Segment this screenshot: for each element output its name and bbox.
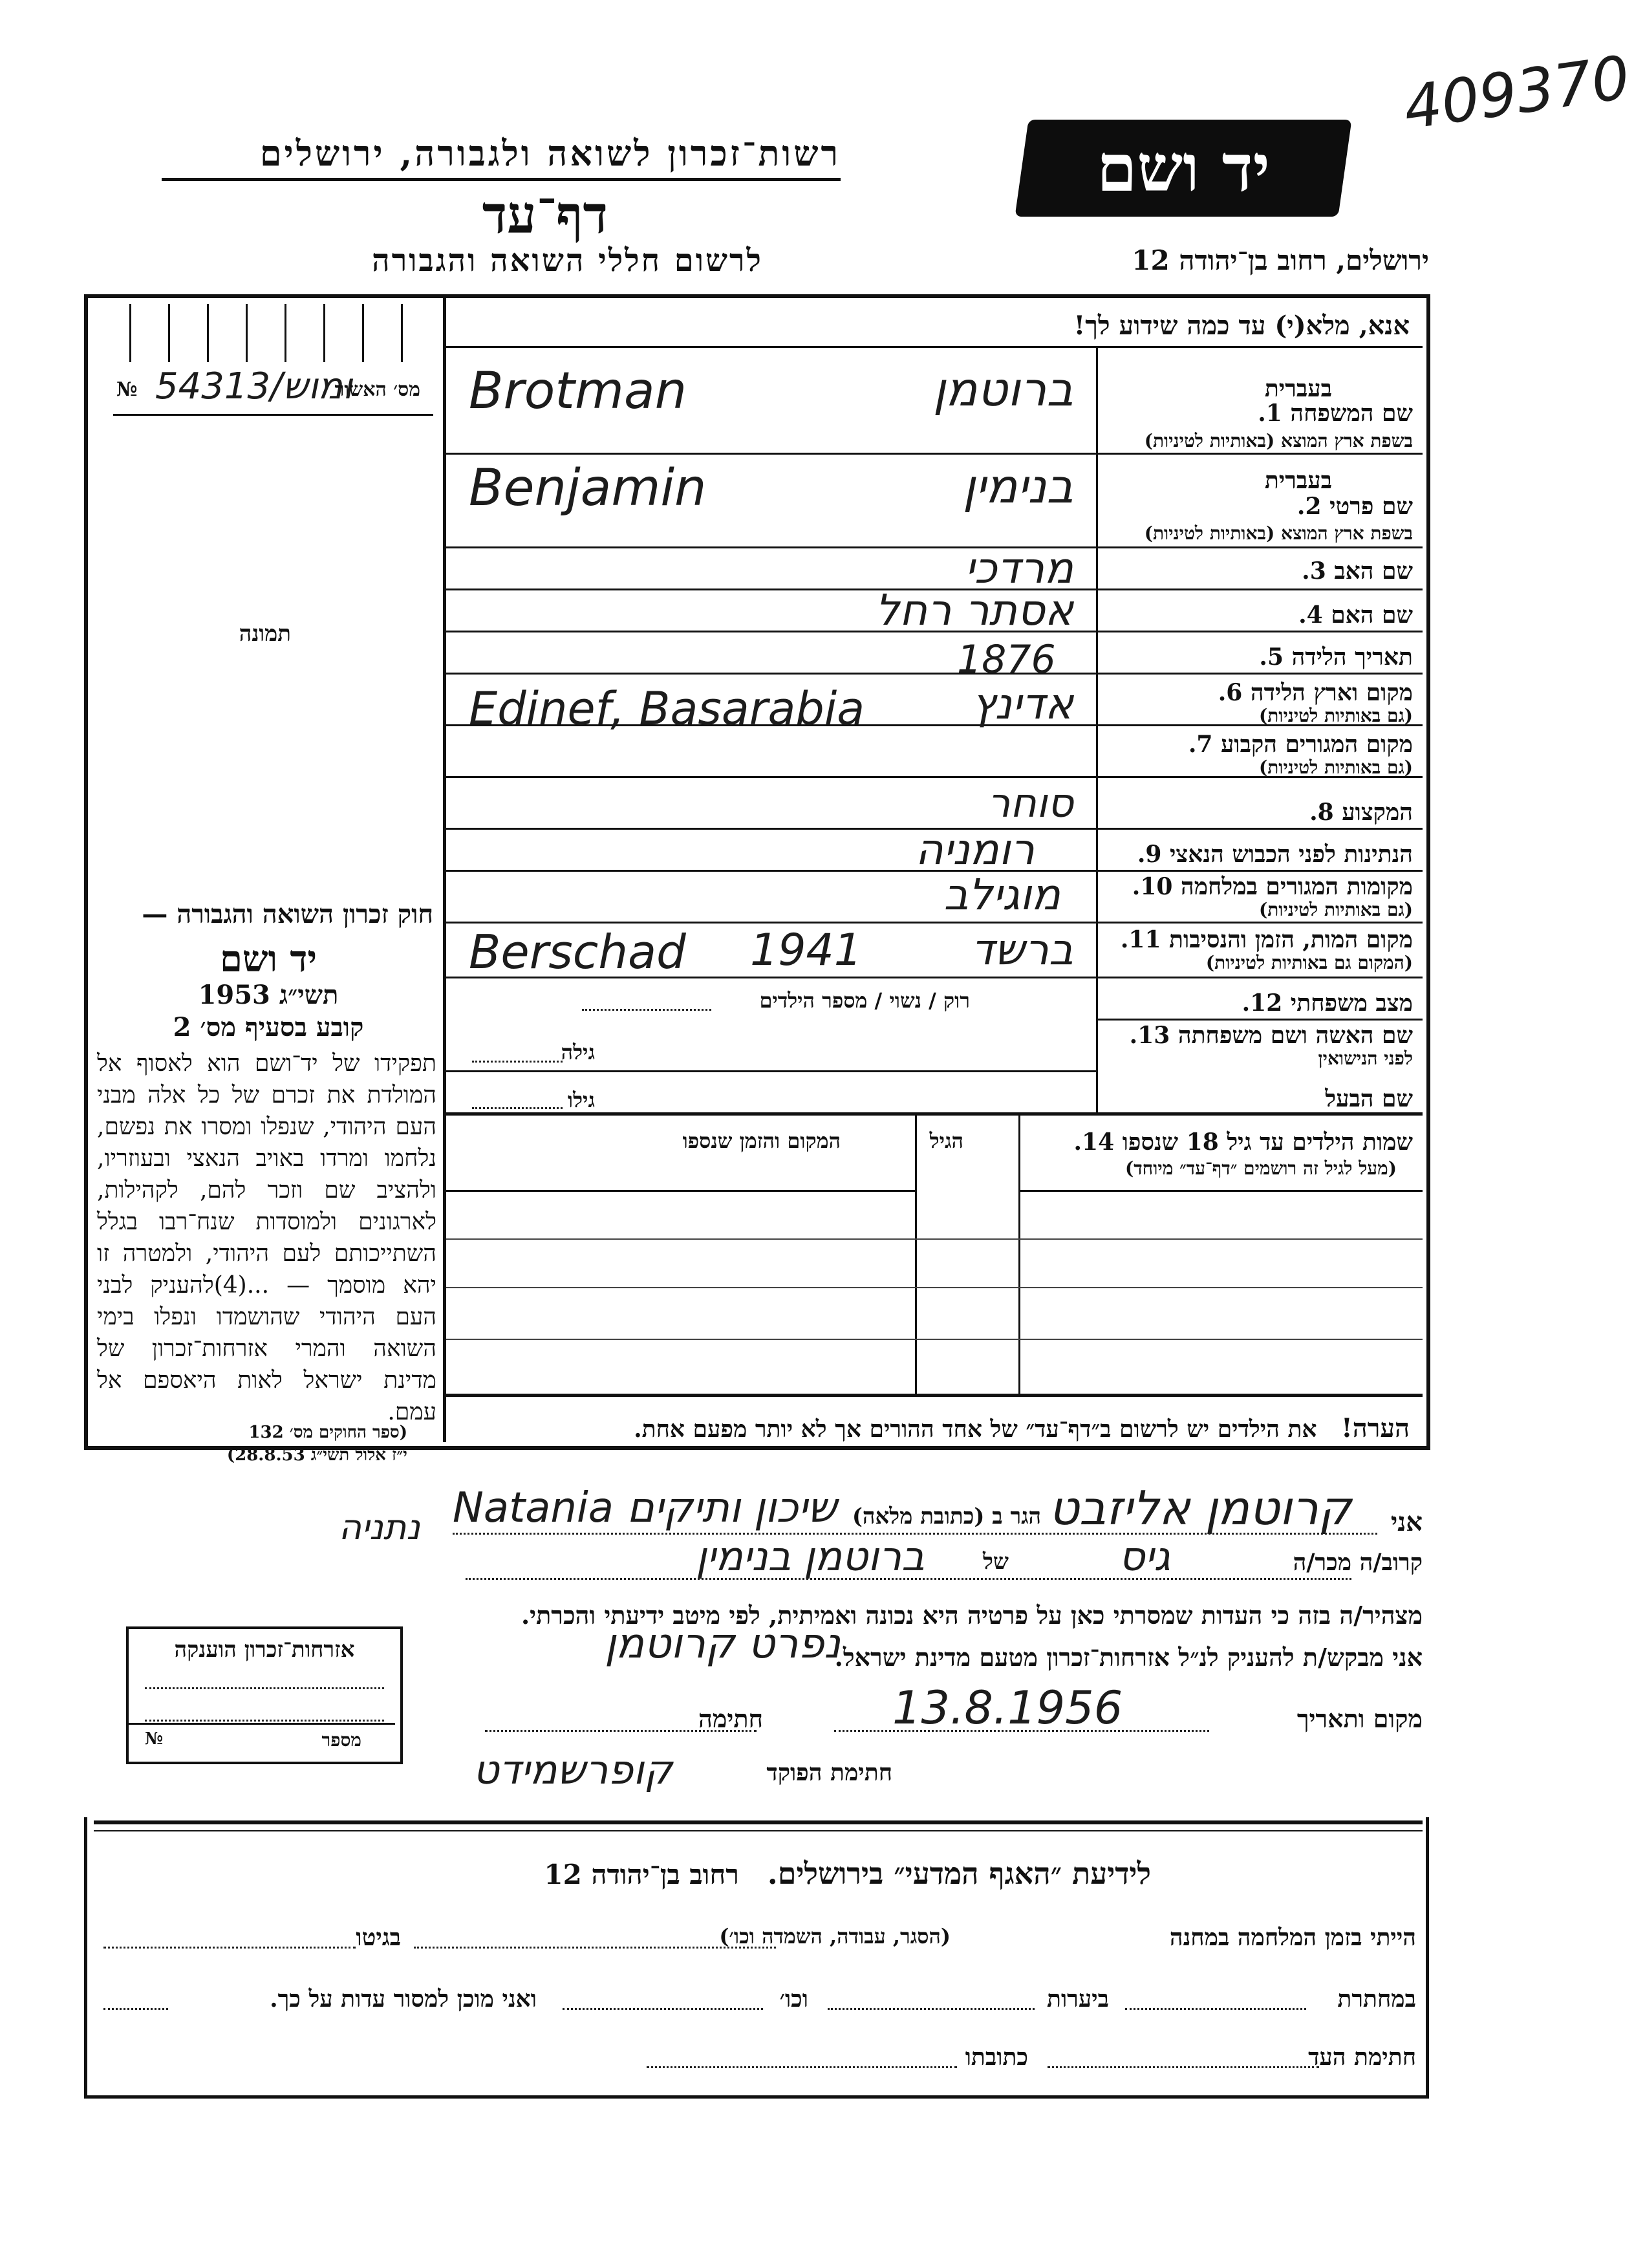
field-9-value: רומניה [915,825,1035,874]
law-ref1: (ספר החוקים מס׳ 132 [248,1423,407,1442]
decl-address-label: הגר ב (כתובת מלאה) [852,1504,1041,1529]
citizenship-title: אזרחות־זכרון הוענקה [174,1637,355,1663]
decl-signature-label: חתימה [698,1704,763,1733]
field-13-label: שם האשה ושם משפחתה 13. [1129,1022,1413,1049]
instruction: אנא, מלא(י) עד כמה שידוע לך! [1073,310,1410,341]
footer-title [544,1856,1151,1891]
law-name: יד ושם [219,938,317,980]
husband-age-label: גילו [567,1088,595,1112]
field-10-value: מוגילב [943,870,1060,920]
field-1-label: שם המשפחה 1. [1258,400,1413,427]
field-5-value: 1876 [957,637,1056,682]
field-11-label: מקום המות, הזמן והנסיבות 11. [1120,926,1413,953]
decl-of-name: ברוטמן בנימין [695,1533,925,1580]
field-2-latin: Benjamin [469,459,707,517]
law-text: תפקידו של יד־ושם הוא לאסוף אל המולדת את זכרם של כל אלה מבני העם היהודי, שנפלו ומסרו את נפשם, נלחמו ומרדו באויב הנאצי ובעוזריו, ולהציב שם וזכר להם, לקהילות, לארגונים ולמוסדות שנח־רבו בגלל השתייכותם לעם היהודי, ולמטרה זו יהא מוסמך — ...(4)להעניק לבני העם היהודי שהושמדו ונפלו בימי השואה והמרי אזרחות־זכרון של מדינת ישראל לאות היאספם אל עמם. [97,1050,436,1425]
husband-label: שם הבעל [1325,1085,1413,1112]
law-year-heb: תשי״ג [279,980,339,1010]
decl-date: 13.8.1956 [892,1681,1123,1734]
field-2-label: שם פרטי 2. [1296,493,1413,520]
law-section: קובע בסעיף מס׳ 2 [173,1012,364,1042]
children-subtitle: (מעל לגיל זה רושמים ״דף־עד״ מיוחד) [1124,1158,1397,1179]
law-ref2: י״ז אלול תשי״ג 28.8.53) [226,1445,407,1465]
field-6-label: מקום וארץ הלידה 6. [1218,679,1413,706]
decl-witness-name: קרוטמן אליזבט [1049,1481,1351,1535]
field-3-label: שם האב 3. [1302,557,1413,585]
footer-address: רחוב בן־יהודה 12 [544,1859,739,1890]
footer-row2-mid1: ביערות [1046,1985,1109,2013]
wife-age-label: גילה [561,1040,595,1064]
field-11-year: 1941 [750,925,863,976]
field-3-value: מרדכי [965,543,1073,593]
field-10-label: מקומות המגורים במלחמה 10. [1132,873,1413,900]
header-address: ירושלים, רחוב בן־יהודה 12 [1132,244,1429,276]
decl-relative-label: קרוב/ה מכר/ה [1293,1549,1423,1576]
cert-no-sign: № [116,378,138,401]
decl-statement: מצהיר/ה בזה כי העדות שמסרתי כאן על פרטיה היא נכונה ואמיתית, לפי מיטב ידיעתי והכרתי. [521,1601,1423,1630]
decl-request: אני מבקש/ת להעניק לנ״ל אזרחות־זכרון מטעם מדינת ישראל. [834,1643,1423,1672]
cert-label: מס׳ האשור [334,378,420,401]
field-2-hebrew: בנימין [962,459,1073,513]
footer-row1-start: הייתי בזמן המלחמה במחנה [1169,1924,1416,1951]
field-2-sub: בשפת ארץ המוצא (באותיות לטיניות) [1144,523,1413,544]
footer-row2-mid2: וכו׳ [779,1985,808,2013]
field-4-value: אסתר רחל [875,585,1073,635]
footer-title-text: לידיעת ״האגף המדעי״ בירושלים. [767,1856,1151,1891]
authority-name: רשות־זכרון לשואה ולגבורה, ירושלים [259,133,841,174]
children-col-place: המקום והזמן שנספו [682,1129,841,1153]
field-11-hebrew: ברשד [971,925,1073,975]
decl-signature: נפרט קרוטמן [605,1620,841,1668]
field-11-sub: (המקום גם באותיות לטיניות) [1205,952,1413,973]
footer-row2-end: ואני מוכן למסור עדות על כך. [270,1985,537,2013]
field-2-heb-tag: בעברית [1264,467,1332,494]
field-1-hebrew: ברוטמן [932,362,1073,416]
decl-place-date-label: מקום ותאריך [1296,1704,1423,1733]
footer-row1-paren: (הסגר, עבודה, השמדה וכו׳) [719,1924,951,1949]
field-1-sub: בשפת ארץ המוצא (באותיות לטיניות) [1144,430,1413,451]
law-title: חוק זכרון השואה והגבורה — [142,899,433,929]
cert-number: 54313/ומוש [155,365,353,407]
note [634,1413,1410,1443]
logo-text: יד ושם [1097,130,1270,206]
note-label: הערה! [1341,1413,1410,1443]
footer-row2-start: במחתרת [1337,1985,1416,2013]
field-6-sub: (גם באותיות לטיניות) [1258,705,1413,726]
form-subtitle: לרשום חללי השואה והגבורה [372,243,763,279]
archive-number: 409370 [1399,43,1634,143]
citizenship-box [126,1626,403,1764]
field-7-sub: (גם באותיות לטיניות) [1258,757,1413,778]
field-4-label: שם האם 4. [1298,601,1413,629]
citizenship-no-sign: № [145,1729,164,1749]
law-year-num: 1953 [198,980,270,1010]
decl-i-label: אני [1390,1507,1423,1537]
field-12-options: רוק / נשוי / מספר הילדים [759,988,970,1013]
field-9-label: הנתינות לפני הכבוש הנאצי 9. [1137,841,1413,868]
decl-official-label: חתימת הפוקד [766,1759,892,1786]
field-10-sub: (גם באותיות לטיניות) [1258,899,1413,920]
decl-margin-note: נתניה [338,1507,420,1548]
field-12-label: מצב משפחתי 12. [1242,989,1413,1017]
decl-witness-address: Natania שיכון ותיקים [453,1484,837,1532]
footer-row3-end: כתובתו [965,2044,1028,2071]
field-1-heb-tag: בעברית [1264,375,1332,402]
field-5-label: תאריך הלידה 5. [1259,643,1413,671]
form-title: דף־עד [482,184,608,245]
decl-official-signature: קופרשמידט [473,1746,672,1793]
children-col-age: הגיל [929,1129,963,1153]
law-year [97,980,440,1010]
decl-of-label: של [983,1549,1009,1575]
photo-label: תמונה [239,621,291,647]
footer-row1-end: בגיטו [356,1924,401,1951]
logo [1015,120,1351,217]
footer-row3-start: חתימת העד [1308,2044,1416,2071]
field-7-label: מקום המגורים הקבוע 7. [1188,731,1413,758]
decl-relation: גיס [1119,1533,1170,1580]
citizenship-number-label: מספר [321,1729,361,1751]
field-1-latin: Brotman [469,362,687,420]
field-6-hebrew: אדינץ [972,679,1073,729]
field-6-latin: Edinef, Basarabia [469,682,865,735]
field-8-label: המקצוע 8. [1309,799,1413,826]
note-text: את הילדים יש לרשום ב״דף־עד״ של אחד ההורים אך לא יותר מפעם אחת. [634,1416,1317,1443]
field-11-latin: Berschad [469,925,686,979]
field-13-sub: לפני הנישואין [1318,1048,1413,1069]
field-8-value: סוחר [987,779,1073,826]
children-title: שמות הילדים עד גיל 18 שנספו 14. [1073,1129,1413,1156]
